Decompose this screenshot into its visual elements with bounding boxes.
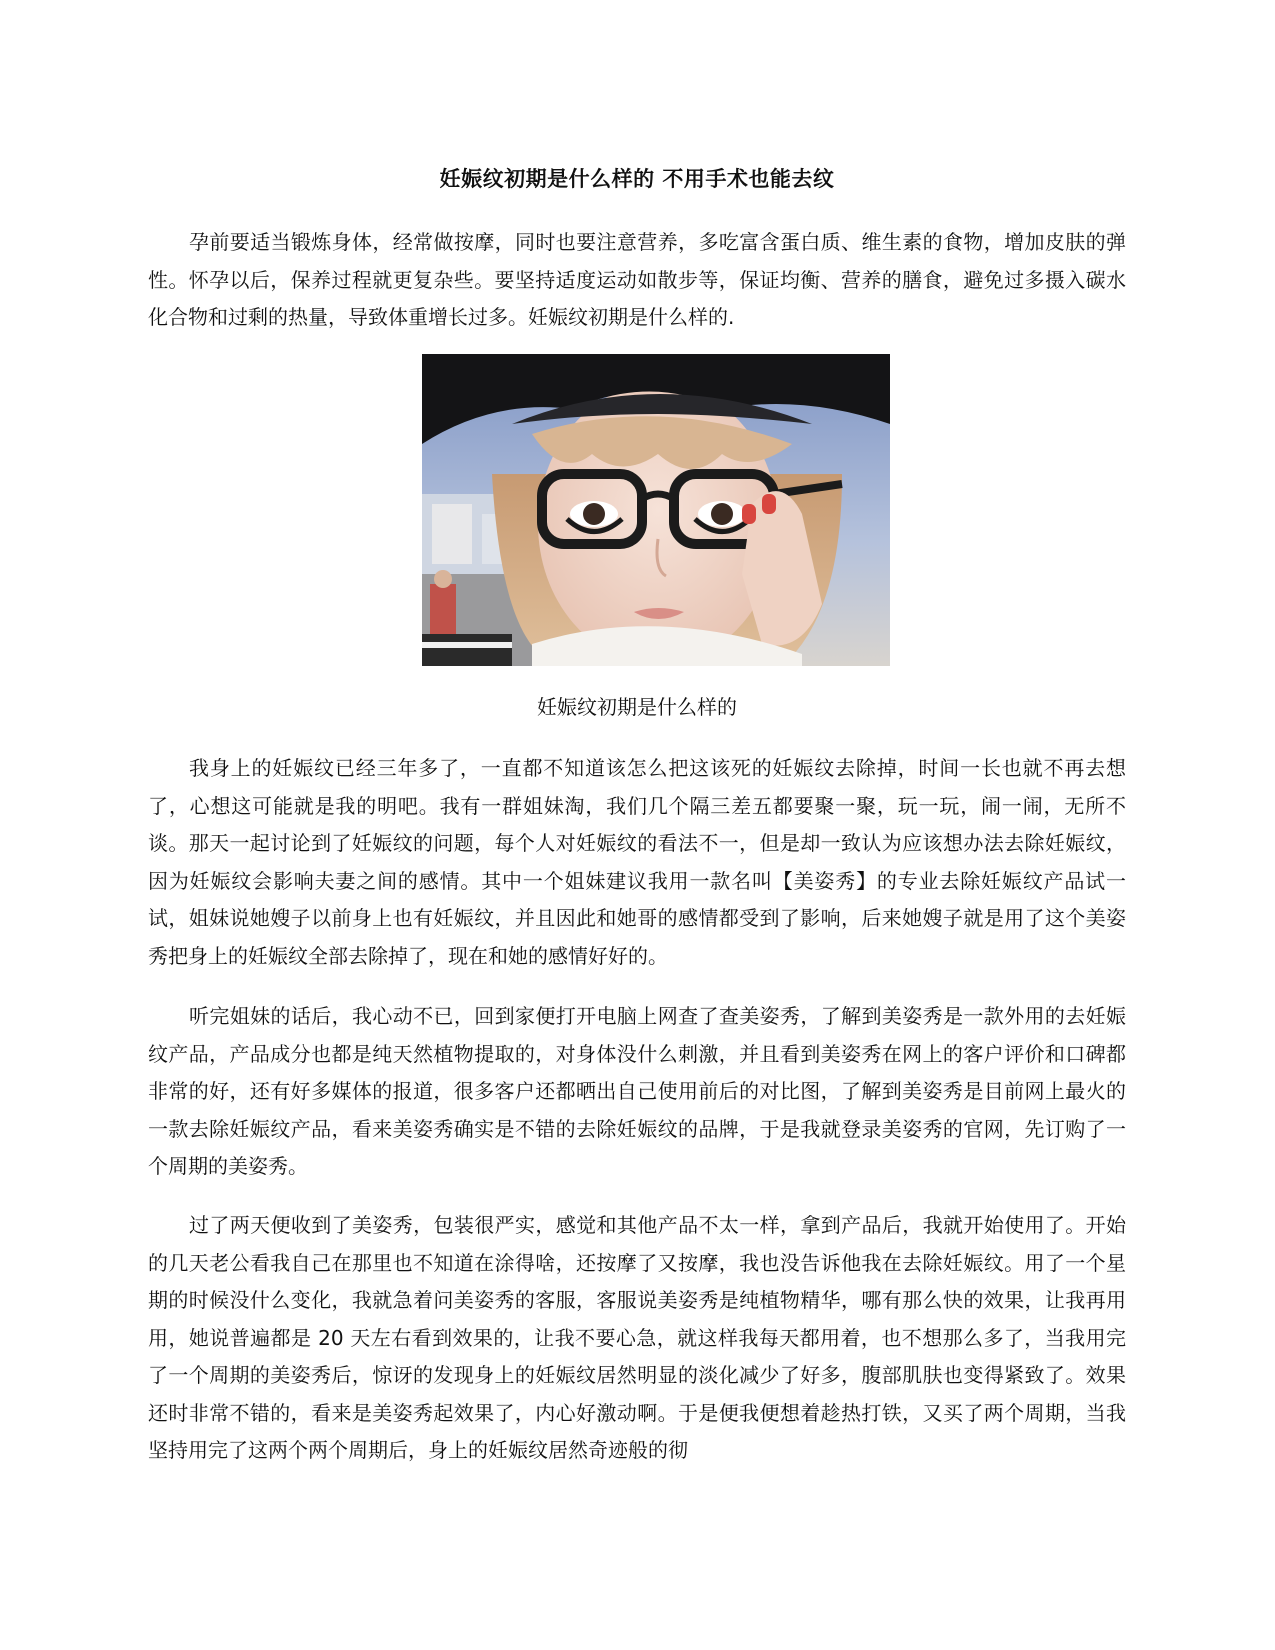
article-photo <box>422 354 890 666</box>
paragraph-1: 孕前要适当锻炼身体，经常做按摩，同时也要注意营养，多吃富含蛋白质、维生素的食物，增加皮肤的弹性。怀孕以后，保养过程就更复杂些。要坚持适度运动如散步等，保证均衡、营养的膳食，避免过多摄入碳水化合物和过剩的热量，导致体重增长过多。妊娠纹初期是什么样的. <box>148 230 1126 329</box>
paragraph-4: 过了两天便收到了美姿秀，包装很严实，感觉和其他产品不太一样，拿到产品后，我就开始使用了。开始的几天老公看我自己在那里也不知道在涂得啥，还按摩了又按摩，我也没告诉他我在去除妊娠纹。用了一个星期的时候没什么变化，我就急着问美姿秀的客服，客服说美姿秀是纯植物精华，哪有那么快的效果，让我再用用，她说普遍都是 20 天左右看到效果的，让我不要心急，就这样我每天都用着，也不想那么多了，当我用完了一个周期的美姿秀后，惊讶的发现身上的妊娠纹居然明显的淡化减少了好多，腹部肌肤也变得紧致了。效果还时非常不错的，看来是美姿秀起效果了，内心好激动啊。于是便我便想着趁热打铁，又买了两个周期，当我坚持用完了这两个两个周期后，身上的妊娠纹居然奇迹般的彻 <box>148 1213 1126 1462</box>
paragraph-2: 我身上的妊娠纹已经三年多了，一直都不知道该怎么把这该死的妊娠纹去除掉，时间一长也就不再去想了，心想这可能就是我的明吧。我有一群姐妹淘，我们几个隔三差五都要聚一聚，玩一玩，闹一闹，无所不谈。那天一起讨论到了妊娠纹的问题，每个人对妊娠纹的看法不一，但是却一致认为应该想办法去除妊娠纹，因为妊娠纹会影响夫妻之间的感情。其中一个姐妹建议我用一款名叫【美姿秀】的专业去除妊娠纹产品试一试，姐妹说她嫂子以前身上也有妊娠纹，并且因此和她哥的感情都受到了影响，后来她嫂子就是用了这个美姿秀把身上的妊娠纹全部去除掉了，现在和她的感情好好的。 <box>148 756 1126 968</box>
paragraph-3: 听完姐妹的话后，我心动不已，回到家便打开电脑上网查了查美姿秀，了解到美姿秀是一款外用的去妊娠纹产品，产品成分也都是纯天然植物提取的，对身体没什么刺激，并且看到美姿秀在网上的客户评价和口碑都非常的好，还有好多媒体的报道，很多客户还都晒出自己使用前后的对比图，了解到美姿秀是目前网上最火的一款去除妊娠纹产品，看来美姿秀确实是不错的去除妊娠纹的品牌，于是我就登录美姿秀的官网，先订购了一个周期的美姿秀。 <box>148 1004 1126 1178</box>
article-title: 妊娠纹初期是什么样的 不用手术也能去纹 <box>439 167 835 191</box>
image-caption: 妊娠纹初期是什么样的 <box>537 695 737 719</box>
